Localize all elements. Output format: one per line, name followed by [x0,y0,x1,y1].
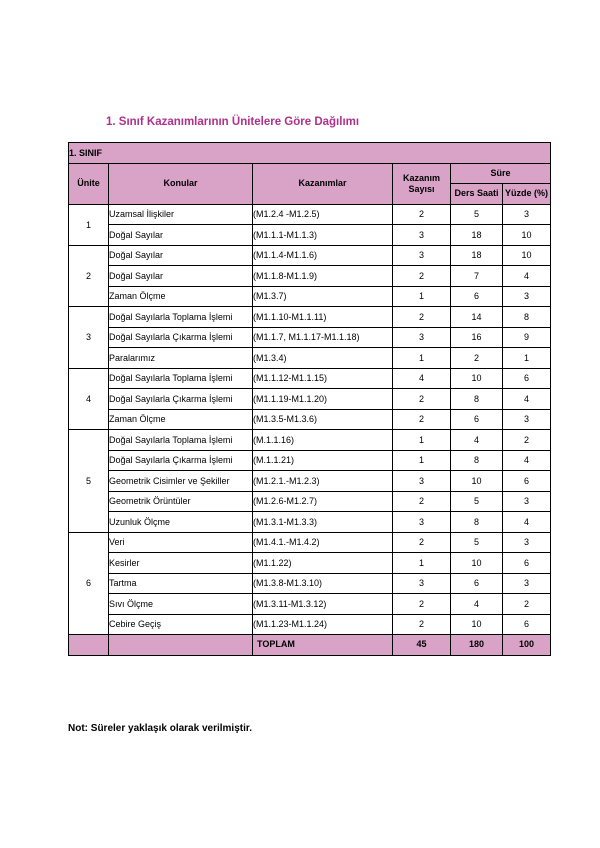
konu-cell: Geometrik Cisimler ve Şekiller [109,471,253,492]
table-row [69,614,551,635]
kazanim-sayisi-cell: 2 [393,491,451,512]
yuzde-cell: 4 [503,450,551,471]
konu-cell: Zaman Ölçme [109,409,253,430]
kazanim-cell: (M1.1.8-M1.1.9) [253,266,393,287]
konu-cell: Uzunluk Ölçme [109,512,253,533]
ders-saati-cell: 5 [451,491,503,512]
table-row [69,553,551,574]
ders-saati-cell: 8 [451,389,503,410]
ders-saati-cell: 8 [451,450,503,471]
kazanim-cell: (M.1.1.21) [253,450,393,471]
ders-saati-cell: 14 [451,307,503,328]
total-kazanim-sayisi: 45 [393,635,451,656]
konu-cell: Paralarımız [109,348,253,369]
kazanim-sayisi-cell: 3 [393,225,451,246]
yuzde-cell: 2 [503,594,551,615]
kazanim-sayisi-cell: 1 [393,450,451,471]
konu-cell: Geometrik Örüntüler [109,491,253,512]
kazanim-sayisi-cell: 2 [393,614,451,635]
table-row [69,204,551,225]
yuzde-cell: 3 [503,409,551,430]
table-row [69,491,551,512]
kazanim-cell: (M1.2.4 -M1.2.5) [253,204,393,225]
kazanim-cell: (M.1.1.16) [253,430,393,451]
konu-cell: Cebire Geçiş [109,614,253,635]
unit-number: 1 [69,204,109,245]
konu-cell: Doğal Sayılar [109,225,253,246]
header-kazanim-sayisi: Kazanım Sayısı [393,163,451,204]
konu-cell: Doğal Sayılarla Toplama İşlemi [109,368,253,389]
kazanim-sayisi-cell: 1 [393,553,451,574]
konu-cell: Veri [109,532,253,553]
table-row [69,327,551,348]
kazanim-cell: (M1.1.7, M1.1.17-M1.1.18) [253,327,393,348]
ders-saati-cell: 4 [451,430,503,451]
ders-saati-cell: 10 [451,471,503,492]
kazanim-sayisi-cell: 2 [393,307,451,328]
header-kazanimlar: Kazanımlar [253,163,393,204]
konu-cell: Doğal Sayılarla Çıkarma İşlemi [109,327,253,348]
table-row [69,532,551,553]
table-row [69,266,551,287]
kazanim-cell: (M1.4.1.-M1.4.2) [253,532,393,553]
yuzde-cell: 4 [503,512,551,533]
unit-number: 2 [69,245,109,307]
header-sure: Süre [451,163,551,184]
table-row [69,409,551,430]
ders-saati-cell: 6 [451,573,503,594]
yuzde-cell: 4 [503,389,551,410]
kazanim-sayisi-cell: 2 [393,532,451,553]
kazanim-cell: (M1.2.6-M1.2.7) [253,491,393,512]
konu-cell: Kesirler [109,553,253,574]
yuzde-cell: 3 [503,286,551,307]
kazanim-cell: (M1.3.11-M1.3.12) [253,594,393,615]
footnote: Not: Süreler yaklaşık olarak verilmiştir. [68,723,252,734]
table-row [69,573,551,594]
kazanim-sayisi-cell: 2 [393,389,451,410]
kazanim-sayisi-cell: 3 [393,327,451,348]
yuzde-cell: 1 [503,348,551,369]
konu-cell: Doğal Sayılarla Çıkarma İşlemi [109,450,253,471]
table-row [69,286,551,307]
kazanim-sayisi-cell: 1 [393,286,451,307]
ders-saati-cell: 10 [451,368,503,389]
kazanim-sayisi-cell: 2 [393,409,451,430]
table-row [69,368,551,389]
konu-cell: Doğal Sayılar [109,245,253,266]
ders-saati-cell: 16 [451,327,503,348]
yuzde-cell: 3 [503,573,551,594]
header-konular: Konular [109,163,253,204]
table-row [69,594,551,615]
table-row [69,307,551,328]
table-row [69,450,551,471]
konu-cell: Doğal Sayılarla Toplama İşlemi [109,430,253,451]
kazanim-cell: (M1.1.10-M1.1.11) [253,307,393,328]
total-ders-saati: 180 [451,635,503,656]
yuzde-cell: 2 [503,430,551,451]
kazanim-sayisi-cell: 2 [393,204,451,225]
distribution-table [68,142,551,656]
ders-saati-cell: 6 [451,286,503,307]
kazanim-cell: (M1.3.5-M1.3.6) [253,409,393,430]
kazanim-cell: (M1.3.8-M1.3.10) [253,573,393,594]
kazanim-sayisi-cell: 4 [393,368,451,389]
kazanim-cell: (M1.1.19-M1.1.20) [253,389,393,410]
table-row [69,348,551,369]
kazanim-sayisi-cell: 1 [393,430,451,451]
yuzde-cell: 6 [503,614,551,635]
total-label: TOPLAM [253,635,393,656]
ders-saati-cell: 10 [451,614,503,635]
konu-cell: Tartma [109,573,253,594]
konu-cell: Doğal Sayılarla Toplama İşlemi [109,307,253,328]
ders-saati-cell: 10 [451,553,503,574]
page-title: 1. Sınıf Kazanımlarının Ünitelere Göre Dağılımı [106,116,360,128]
table-row [69,389,551,410]
unit-number: 6 [69,532,109,635]
table-row [69,512,551,533]
ders-saati-cell: 8 [451,512,503,533]
table-body [69,204,551,635]
konu-cell: Zaman Ölçme [109,286,253,307]
total-empty-cell [69,635,109,656]
grade-label: 1. SINIF [69,143,551,164]
total-row [69,635,551,656]
yuzde-cell: 10 [503,245,551,266]
konu-cell: Doğal Sayılarla Çıkarma İşlemi [109,389,253,410]
yuzde-cell: 6 [503,368,551,389]
ders-saati-cell: 6 [451,409,503,430]
yuzde-cell: 6 [503,471,551,492]
table-row [69,430,551,451]
kazanim-sayisi-cell: 3 [393,512,451,533]
kazanim-sayisi-cell: 3 [393,573,451,594]
kazanim-sayisi-cell: 1 [393,348,451,369]
konu-cell: Doğal Sayılar [109,266,253,287]
kazanim-cell: (M1.1.4-M1.1.6) [253,245,393,266]
kazanim-cell: (M1.2.1.-M1.2.3) [253,471,393,492]
konu-cell: Sıvı Ölçme [109,594,253,615]
yuzde-cell: 3 [503,204,551,225]
unit-number: 4 [69,368,109,430]
kazanim-cell: (M1.1.22) [253,553,393,574]
kazanim-cell: (M1.1.1-M1.1.3) [253,225,393,246]
yuzde-cell: 4 [503,266,551,287]
konu-cell: Uzamsal İlişkiler [109,204,253,225]
kazanim-sayisi-cell: 2 [393,594,451,615]
yuzde-cell: 3 [503,491,551,512]
ders-saati-cell: 2 [451,348,503,369]
ders-saati-cell: 5 [451,532,503,553]
yuzde-cell: 10 [503,225,551,246]
table-row [69,245,551,266]
total-empty-cell [109,635,253,656]
ders-saati-cell: 18 [451,225,503,246]
kazanim-cell: (M1.1.23-M1.1.24) [253,614,393,635]
table-row [69,225,551,246]
unit-number: 5 [69,430,109,533]
ders-saati-cell: 7 [451,266,503,287]
total-yuzde: 100 [503,635,551,656]
ders-saati-cell: 4 [451,594,503,615]
kazanim-sayisi-cell: 3 [393,245,451,266]
kazanim-cell: (M1.3.1-M1.3.3) [253,512,393,533]
kazanim-cell: (M1.1.12-M1.1.15) [253,368,393,389]
yuzde-cell: 3 [503,532,551,553]
ders-saati-cell: 5 [451,204,503,225]
ders-saati-cell: 18 [451,245,503,266]
kazanim-cell: (M1.3.4) [253,348,393,369]
table-row [69,471,551,492]
yuzde-cell: 8 [503,307,551,328]
header-yuzde: Yüzde (%) [503,184,551,205]
header-unite: Ünite [69,163,109,204]
yuzde-cell: 9 [503,327,551,348]
kazanim-sayisi-cell: 2 [393,266,451,287]
kazanim-cell: (M1.3.7) [253,286,393,307]
yuzde-cell: 6 [503,553,551,574]
header-ders-saati: Ders Saati [451,184,503,205]
unit-number: 3 [69,307,109,369]
kazanim-sayisi-cell: 3 [393,471,451,492]
